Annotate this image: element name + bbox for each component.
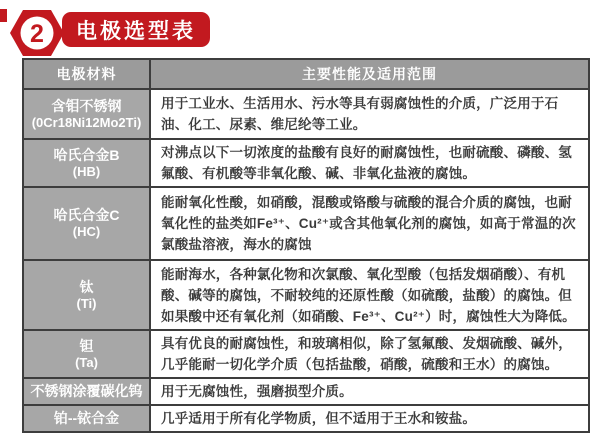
performance-cell: 几乎适用于所有化学物质，但不适用于王水和铵盐。: [150, 405, 589, 432]
column-header-performance: 主要性能及适用范围: [150, 59, 589, 89]
page-title: 电极选型表: [76, 19, 196, 43]
material-name: 钽: [79, 337, 94, 354]
material-name: 不锈钢涂覆碳化钨: [30, 383, 143, 399]
material-cell: [23, 89, 150, 139]
table-body: [23, 89, 589, 432]
material-cell: [23, 330, 150, 378]
table-header-row: [23, 59, 589, 89]
performance-cell: 对沸点以下一切浓度的盐酸有良好的耐腐蚀性，也耐硫酸、磷酸、氢氟酸、有机酸等非氧化酸、碱、非氧化盐液的腐蚀。: [150, 139, 589, 187]
table-row: [23, 330, 589, 378]
electrode-selection-table: [22, 58, 590, 433]
section-number-badge: [9, 9, 65, 57]
material-designation: (Ta): [75, 354, 98, 370]
corner-accent-mark: [0, 9, 7, 22]
material-name: 哈氏合金C: [53, 207, 120, 223]
table-row: [23, 260, 589, 330]
performance-cell: 用于无腐蚀性，强磨损型介质。: [150, 378, 589, 405]
performance-cell: 具有优良的耐腐蚀性，和玻璃相似，除了氢氟酸、发烟硫酸、碱外，几乎能耐一切化学介质（包括盐酸，硝酸，硫酸和王水）的腐蚀。: [150, 330, 589, 378]
material-designation: (0Cr18Ni12Mo2Ti): [31, 114, 142, 130]
material-designation: (HB): [72, 163, 101, 179]
title-banner: [62, 12, 210, 47]
material-name: 钛: [79, 278, 94, 295]
table-row: [23, 378, 589, 405]
material-name: 含钼不锈钢: [51, 97, 122, 114]
performance-cell: 用于工业水、生活用水、污水等具有弱腐蚀性的介质，广泛用于石油、化工、尿素、维尼纶等工业。: [150, 89, 589, 139]
material-name: 铂--铱合金: [53, 410, 120, 426]
material-name: 哈氏合金B: [53, 146, 120, 163]
performance-cell: 能耐海水，各种氯化物和次氯酸、氧化型酸（包括发烟硝酸）、有机酸、碱等的腐蚀，不耐较纯的还原性酸（如硫酸，盐酸）的腐蚀。但如果酸中还有氧化剂（如硝酸、Fe³⁺、Cu²⁺）时，腐蚀性大为降低。: [150, 260, 589, 330]
material-cell: [23, 405, 150, 432]
material-designation: (Ti): [76, 295, 97, 311]
performance-cell: 能耐氧化性酸，如硝酸，混酸或铬酸与硫酸的混合介质的腐蚀，也耐氧化性的盐类如Fe³⁺、Cu²⁺或含其他氧化剂的腐蚀，如高于常温的次氯酸盐溶液，海水的腐蚀: [150, 187, 589, 260]
table-row: [23, 405, 589, 432]
badge-number: 2: [30, 20, 44, 48]
material-cell: [23, 378, 150, 405]
table-row: [23, 89, 589, 139]
material-designation: (HC): [72, 224, 101, 239]
column-header-material: 电极材料: [23, 59, 150, 89]
table-row: [23, 139, 589, 187]
material-cell: [23, 187, 150, 260]
material-cell: [23, 260, 150, 330]
table-row: [23, 187, 589, 260]
material-cell: [23, 139, 150, 187]
